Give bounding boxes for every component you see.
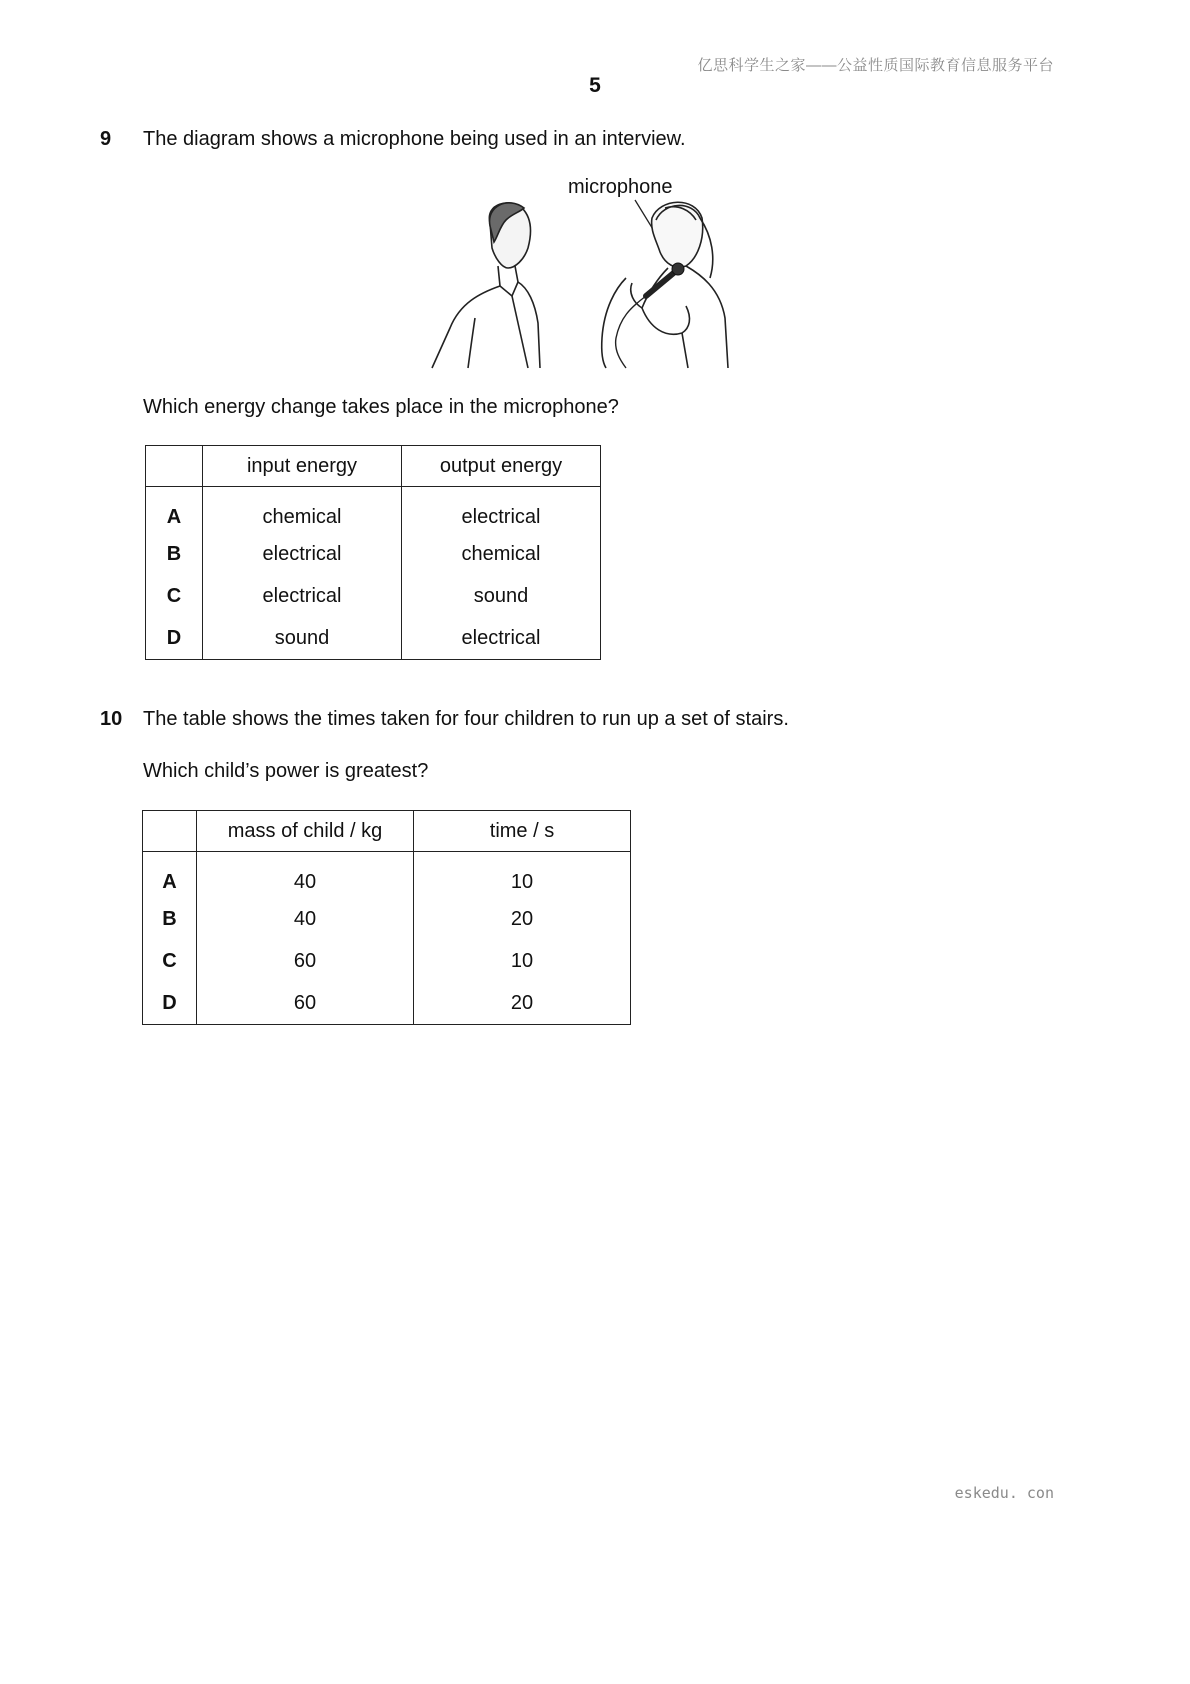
header-blank-cell [143, 811, 197, 852]
header-input-energy: input energy [203, 446, 402, 487]
option-letter: A [146, 487, 203, 534]
mass-cell: 60 [197, 940, 414, 982]
interview-illustration [420, 178, 780, 378]
option-letter: B [143, 898, 197, 940]
table-row [146, 617, 601, 660]
time-cell: 10 [414, 852, 631, 899]
option-letter: D [143, 982, 197, 1025]
output-energy-cell: sound [402, 575, 601, 617]
input-energy-cell: electrical [203, 533, 402, 575]
energy-change-table [145, 445, 601, 660]
header-mass: mass of child / kg [197, 811, 414, 852]
table-row [146, 487, 601, 534]
stairs-table [142, 810, 631, 1025]
table-header-row [143, 811, 631, 852]
table-header-row [146, 446, 601, 487]
question-9-number: 9 [100, 128, 112, 150]
input-energy-cell: sound [203, 617, 402, 660]
question-10-prompt: Which child’s power is greatest? [143, 760, 429, 782]
table-row [146, 533, 601, 575]
microphone-label: microphone [568, 176, 673, 198]
question-10-number: 10 [100, 708, 123, 730]
output-energy-cell: electrical [402, 617, 601, 660]
table-row [143, 852, 631, 899]
option-letter: D [146, 617, 203, 660]
header-output-energy: output energy [402, 446, 601, 487]
output-energy-cell: chemical [402, 533, 601, 575]
footer-site: eskedu. con [954, 1484, 1054, 1502]
option-letter: C [146, 575, 203, 617]
interviewee-figure [602, 202, 728, 368]
mass-cell: 40 [197, 852, 414, 899]
output-energy-cell: electrical [402, 487, 601, 534]
question-9-text: The diagram shows a microphone being used in an interview. [143, 128, 686, 150]
time-cell: 10 [414, 940, 631, 982]
page-number: 5 [589, 74, 601, 97]
table-row [146, 575, 601, 617]
mass-cell: 40 [197, 898, 414, 940]
time-cell: 20 [414, 898, 631, 940]
table-row [143, 898, 631, 940]
question-9-prompt: Which energy change takes place in the microphone? [143, 396, 619, 418]
header-watermark: 亿思科学生之家——公益性质国际教育信息服务平台 [697, 57, 1054, 74]
header-time: time / s [414, 811, 631, 852]
mass-cell: 60 [197, 982, 414, 1025]
table-row [143, 940, 631, 982]
table-row [143, 982, 631, 1025]
input-energy-cell: chemical [203, 487, 402, 534]
option-letter: A [143, 852, 197, 899]
option-letter: C [143, 940, 197, 982]
time-cell: 20 [414, 982, 631, 1025]
header-blank-cell [146, 446, 203, 487]
interviewer-figure [432, 203, 540, 368]
option-letter: B [146, 533, 203, 575]
question-10-text: The table shows the times taken for four children to run up a set of stairs. [143, 708, 789, 730]
input-energy-cell: electrical [203, 575, 402, 617]
